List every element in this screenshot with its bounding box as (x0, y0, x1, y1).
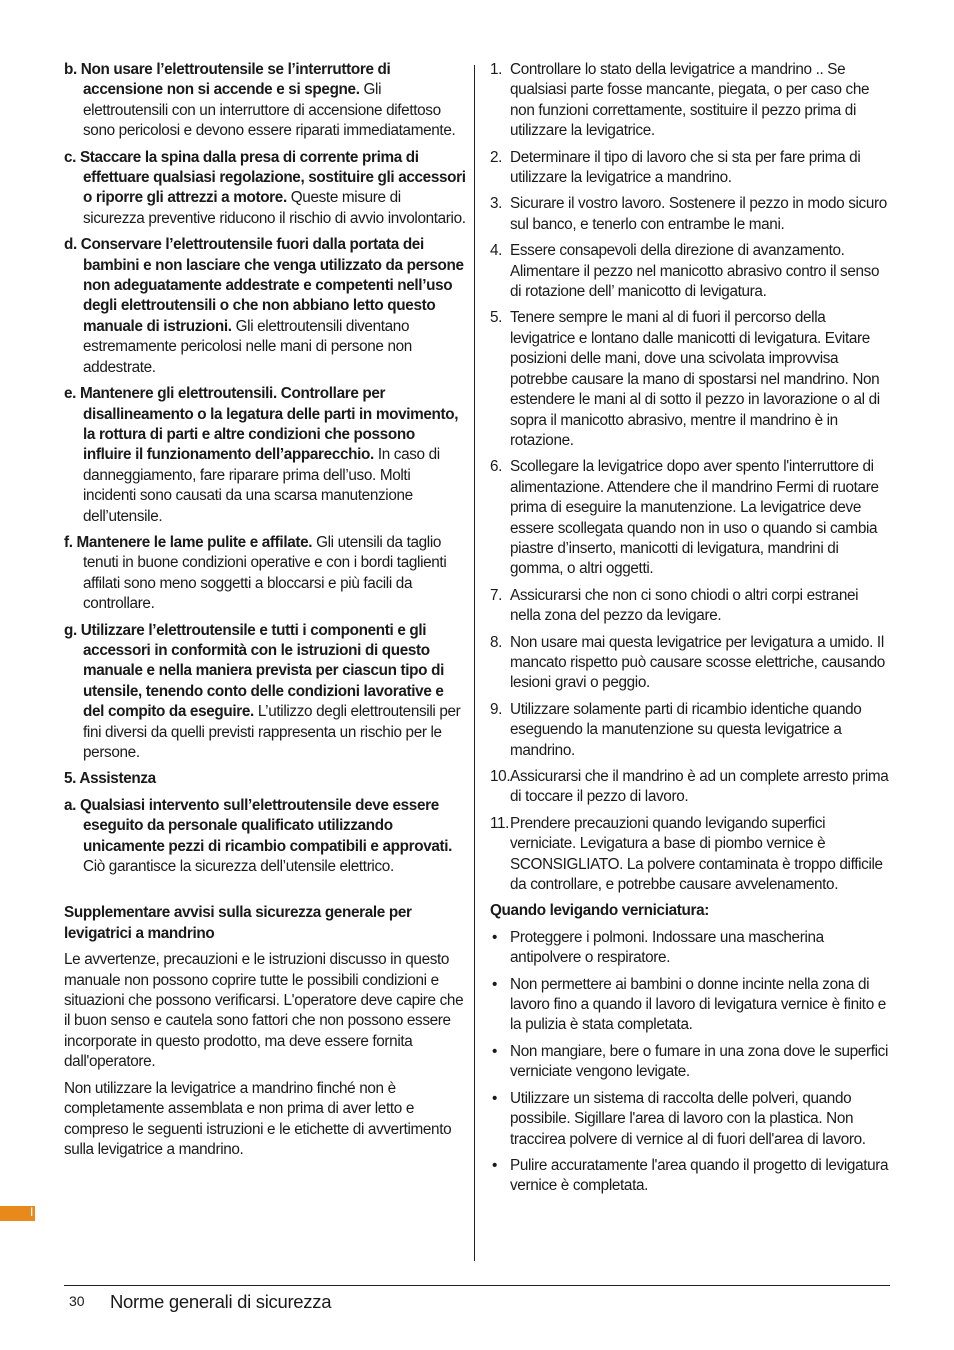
item-5a (64, 796, 466, 878)
bullet-item (490, 1156, 890, 1197)
item-number: 10. (490, 768, 511, 785)
item-number: 3. (490, 195, 503, 213)
supplementary-heading (64, 903, 466, 944)
paint-heading (490, 901, 890, 921)
section-tab-label: I (30, 1205, 34, 1219)
page-number: 30 (69, 1293, 85, 1309)
bullet-text: Pulire accuratamente l'area quando il progetto di levigatura vernice è completata. (510, 1156, 889, 1195)
item-number: 2. (490, 148, 503, 166)
numbered-item (490, 241, 890, 302)
bullet-item (490, 1042, 890, 1083)
footer-title: Norme generali di sicurezza (110, 1291, 332, 1312)
numbered-item (490, 148, 890, 189)
item-e-heading: e. Mantenere gli elettroutensili. Controllare per disallineamento o la legatura delle parti in movimento, la rottura di parti e altre condizioni che possono influire il funzionamento dell’apparecchio. (64, 385, 459, 464)
item-text: Essere consapevoli della direzione di avanzamento. Alimentare il pezzo nel manicotto abrasivo contro il senso di rotazione dell’ manicotto di levigatura. (510, 242, 880, 301)
bullet-text: Proteggere i polmoni. Indossare una mascherina antipolvere o respiratore. (510, 928, 824, 967)
supplementary-paragraph-2: Non utilizzare la levigatrice a mandrino finché non è completamente assemblata e non prima di aver letto e compreso le seguenti istruzioni e le etichette di avvertimento sulla levigatrice a mandrino. (64, 1079, 452, 1158)
item-e-text: In caso di danneggiamento, fare riparare prima dell’uso. Molti incidenti sono causati da una scarsa manutenzione dell’utensile. (83, 446, 440, 525)
bullet-icon: • (492, 1042, 498, 1060)
bullet-icon: • (492, 975, 498, 993)
item-number: 11. (490, 814, 510, 832)
numbered-list (490, 60, 890, 895)
left-column (64, 60, 466, 1166)
supplementary-heading-text: Supplementare avvisi sulla sicurezza generale per levigatrici a mandrino (64, 904, 412, 942)
bullet-item (490, 975, 890, 1036)
numbered-item (490, 60, 890, 142)
item-5a-text: Ciò garantisce la sicurezza dell’utensile elettrico. (83, 858, 394, 876)
numbered-item (490, 633, 890, 694)
bullet-item (490, 928, 890, 969)
numbered-item (490, 457, 890, 579)
item-text: Tenere sempre le mani al di fuori il percorso della levigatrice e lontano dalle manicotti di levigatura. Evitare posizioni delle mani, dove una scivolata improvvisa potrebbe causare la mano di spostarsi nel mandrino. Non estendere le mani al di sotto il pezzo in lavorazione o al di sopra il manicotto abrasivo, mentre il mandrino è in rotazione. (510, 309, 880, 449)
bullet-item (490, 1089, 890, 1150)
item-g (64, 621, 466, 764)
item-f-heading: f. Mantenere le lame pulite e affilate. (64, 533, 313, 551)
item-text: Non usare mai questa levigatrice per levigatura a umido. Il mancato rispetto può causare scosse elettriche, causando lesioni gravi o peggio. (510, 633, 885, 692)
item-number: 9. (490, 700, 503, 718)
item-b-heading: b. Non usare l’elettroutensile se l’interruttore di accensione non si accende e si spegne. (64, 61, 391, 99)
item-d-text: Gli elettroutensili diventano estremamente pericolosi nelle mani di persone non addestrate. (83, 317, 412, 376)
item-number: 1. (490, 61, 503, 78)
item-number: 7. (490, 586, 503, 604)
bullet-text: Non mangiare, bere o fumare in una zona dove le superfici verniciate vengono levigate. (510, 1042, 889, 1081)
numbered-item (490, 308, 890, 451)
right-column (490, 60, 890, 1203)
item-b (64, 60, 466, 142)
item-text: Assicurarsi che il mandrino è ad un complete arresto prima di toccare il pezzo di lavoro. (510, 768, 889, 806)
item-number: 6. (490, 458, 503, 476)
item-g-heading: g. Utilizzare l’elettroutensile e tutti i componenti e gli accessori in conformità con le istruzioni di questo manuale e nella maniera prevista per ciascun tipo di utensile, tenendo conto delle condizioni lavorative e del compito da eseguire. (64, 621, 444, 721)
section-5-title: 5. Assistenza (64, 770, 156, 788)
column-divider (474, 65, 475, 1261)
item-f-text: Gli utensili da taglio tenuti in buone condizioni operative e con i bordi taglienti affilati sono meno soggetti a bloccarsi e più facili da controllare. (83, 533, 447, 613)
item-text: Determinare il tipo di lavoro che si sta per fare prima di utilizzare la levigatrice a mandrino. (510, 148, 861, 187)
item-c (64, 148, 466, 230)
item-text: Controllare lo stato della levigatrice a mandrino .. Se qualsiasi parte fosse mancante, piegata, o per caso che non funzioni correttamente, sostituire il pezzo prima di utilizzare la levigatrice. (510, 61, 870, 140)
item-d (64, 235, 466, 378)
item-b-text: Gli elettroutensili con un interruttore di accensione difettoso sono pericolosi e devono essere riparati immediatamente. (83, 81, 456, 140)
item-c-heading: c. Staccare la spina dalla presa di corrente prima di effettuare qualsiasi regolazione, sostituire gli accessori o riporre gli attrezzi a motore. (64, 148, 466, 207)
bullet-icon: • (492, 1089, 498, 1107)
bullet-text: Utilizzare un sistema di raccolta delle polveri, quando possibile. Sigillare l'area di lavoro con la plastica. Non traccirea polvere di vernice al di fuori dell'area di lavoro. (510, 1089, 866, 1148)
numbered-item (490, 194, 890, 235)
item-d-heading: d. Conservare l’elettroutensile fuori dalla portata dei bambini e non lasciare che venga utilizzato da persone non adeguatamente addestrate e competenti nell’uso degli elettroutensili o che non abbiano letto questo manuale di istruzioni. (64, 236, 464, 335)
item-number: 4. (490, 242, 503, 260)
item-g-text: L’utilizzo degli elettroutensili per fini diversi da quelli previsti rappresenta un rischio per le persone. (83, 703, 461, 761)
item-e (64, 384, 466, 527)
bullet-text: Non permettere ai bambini o donne incinte nella zona di lavoro fino a quando il lavoro di levigatura vernice è finito e la pulizia è stata completata. (510, 975, 886, 1034)
numbered-item (490, 586, 890, 627)
bullet-icon: • (492, 1156, 498, 1174)
numbered-item (490, 700, 890, 761)
item-text: Sicurare il vostro lavoro. Sostenere il pezzo in modo sicuro sul banco, e tenerlo con entrambe le mani. (510, 195, 887, 233)
footer-rule (64, 1285, 890, 1286)
item-text: Scollegare la levigatrice dopo aver spento l'interruttore di alimentazione. Attendere che il mandrino Fermi di ruotare prima di eseguire la manutenzione. La levigatrice deve essere scollegata quando non in uso o quando si cambia piastre d’inserto, manicotti di levigatura, mandrini di gomma, o altri oggetti. (510, 458, 879, 578)
bullet-list (490, 928, 890, 1197)
item-text: Prendere precauzioni quando levigando superfici verniciate. Levigatura a base di piombo vernice è SCONSIGLIATO. La polvere contaminata è troppo difficile da controllare, e potrebbe causare avvelenamento. (510, 814, 883, 894)
bullet-icon: • (492, 928, 498, 946)
spacer (64, 883, 466, 903)
item-text: Assicurarsi che non ci sono chiodi o altri corpi estranei nella zona del pezzo da levigare. (510, 586, 859, 625)
item-c-text: Queste misure di sicurezza preventive riducono il rischio di avvio involontario. (83, 189, 466, 227)
section-tab (0, 1206, 35, 1221)
numbered-item (490, 767, 890, 808)
item-number: 5. (490, 309, 503, 327)
item-5a-heading: a. Qualsiasi intervento sull’elettroutensile deve essere eseguito da personale qualificato utilizzando unicamente pezzi di ricambio compatibili e approvati. (64, 796, 453, 855)
section-5-heading (64, 769, 466, 789)
item-number: 8. (490, 633, 503, 651)
numbered-item (490, 814, 890, 896)
supplementary-paragraph-1: Le avvertenze, precauzioni e le istruzioni discusso in questo manuale non possono coprire tutte le possibili condizioni e situazioni che possono verificarsi. L'operatore deve capire che il buon senso e cautela sono fattori che non possono essere incorporate in questo prodotto, ma deve essere fornita dall'operatore. (64, 951, 464, 1071)
paint-heading-text: Quando levigando verniciatura: (490, 902, 709, 920)
item-text: Utilizzare solamente parti di ricambio identiche quando eseguendo la manutenzione su questa levigatrice a mandrino. (510, 700, 862, 759)
item-f (64, 533, 466, 615)
